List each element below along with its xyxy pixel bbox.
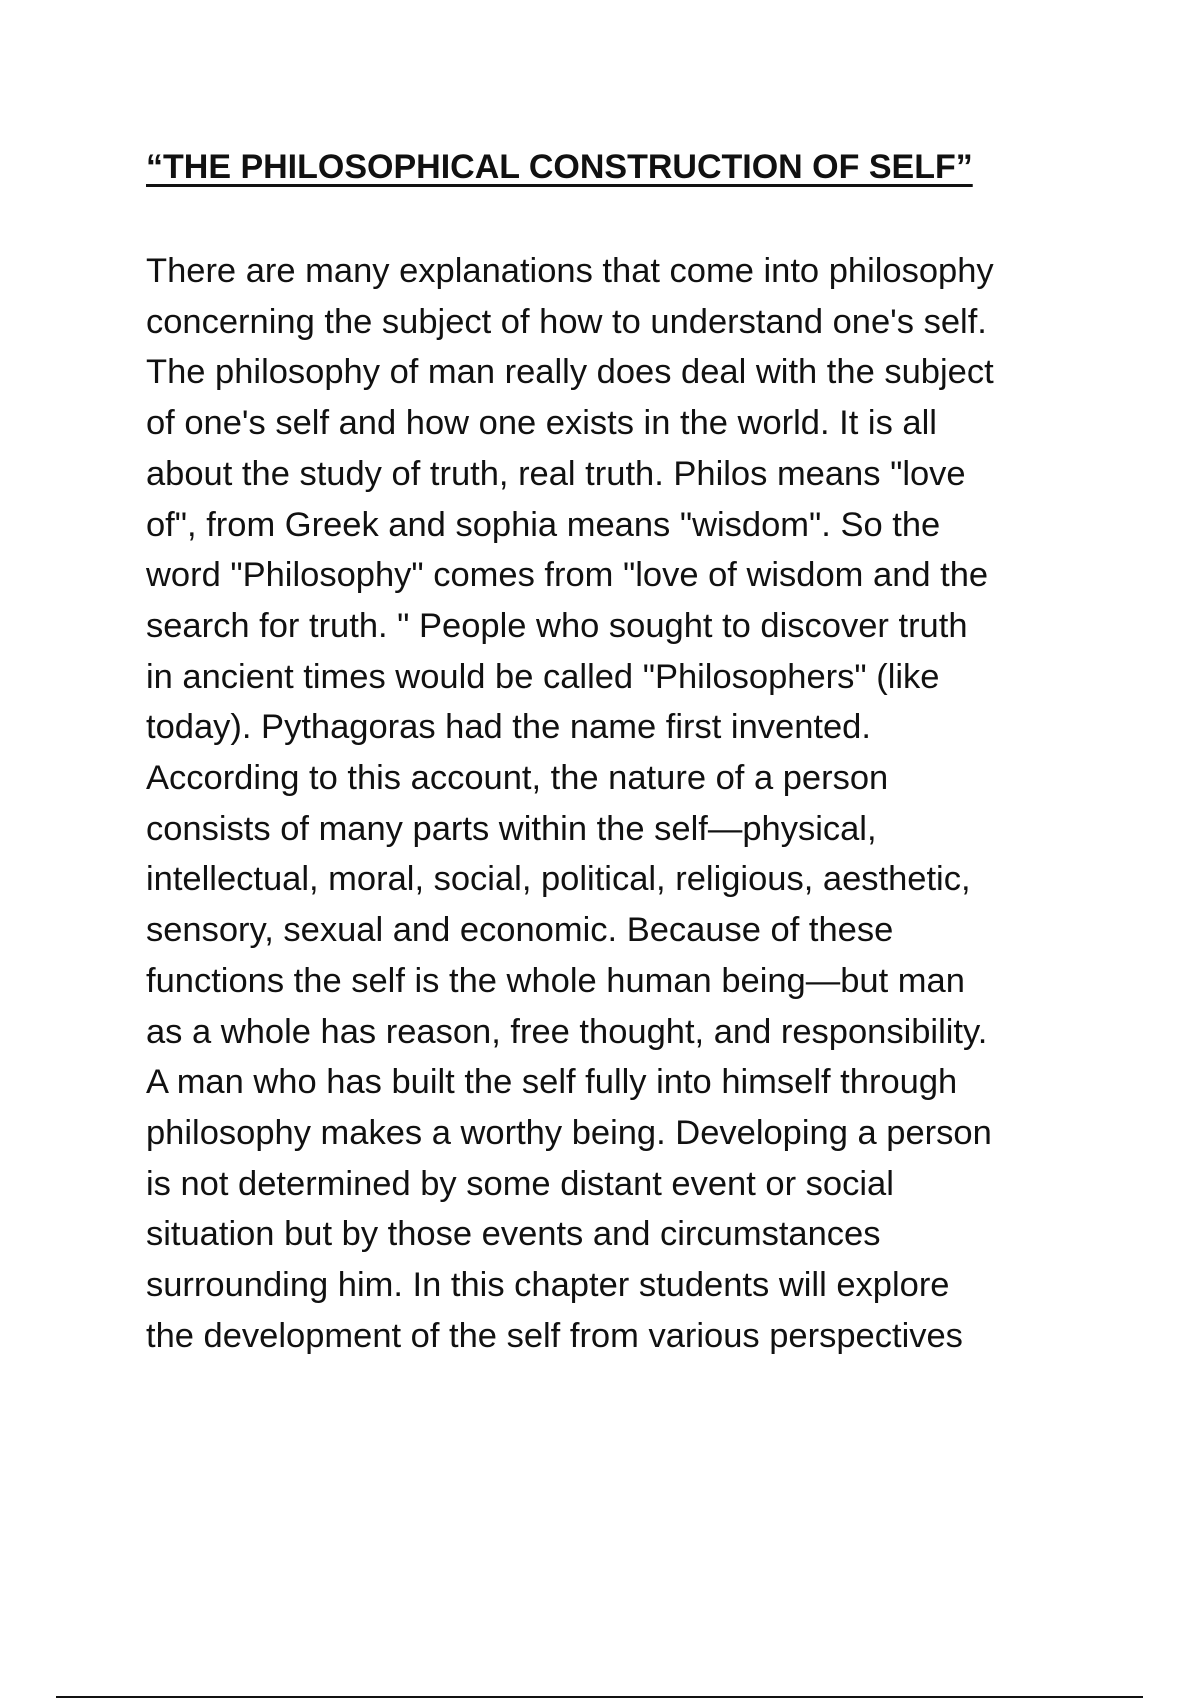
body-line: intellectual, moral, social, political, religious, aesthetic, — [146, 860, 971, 899]
body-line: philosophy makes a worthy being. Developing a person — [146, 1113, 992, 1152]
body-line: of", from Greek and sophia means "wisdom". So the — [146, 505, 941, 544]
body-line: A man who has built the self fully into himself through — [146, 1063, 958, 1102]
body-line: as a whole has reason, free thought, and responsibility. — [146, 1012, 988, 1051]
body-line: about the study of truth, real truth. Philos means "love — [146, 454, 966, 493]
document-title: “THE PHILOSOPHICAL CONSTRUCTION OF SELF” — [146, 148, 973, 186]
body-line: of one's self and how one exists in the world. It is all — [146, 404, 937, 443]
body-line: functions the self is the whole human being—but man — [146, 961, 965, 1000]
body-line: search for truth. " People who sought to discover truth — [146, 606, 968, 645]
body-line: situation but by those events and circumstances — [146, 1215, 881, 1254]
body-line: word "Philosophy" comes from "love of wisdom and the — [146, 556, 989, 595]
body-line: According to this account, the nature of a person — [146, 759, 889, 798]
body-line: today). Pythagoras had the name first invented. — [146, 708, 871, 747]
body-paragraph — [146, 246, 1146, 1361]
body-line: There are many explanations that come into philosophy — [146, 252, 994, 290]
body-line: concerning the subject of how to understand one's self. — [146, 302, 987, 341]
body-line: The philosophy of man really does deal with the subject — [146, 353, 994, 392]
body-line: the development of the self from various perspectives — [146, 1316, 963, 1355]
body-line: sensory, sexual and economic. Because of these — [146, 911, 894, 950]
body-line: is not determined by some distant event or social — [146, 1164, 894, 1203]
body-line: surrounding him. In this chapter students will explore — [146, 1266, 950, 1305]
body-line: in ancient times would be called "Philosophers" (like — [146, 657, 940, 696]
footer-rule — [56, 1696, 1143, 1698]
body-line: consists of many parts within the self—physical, — [146, 809, 877, 848]
